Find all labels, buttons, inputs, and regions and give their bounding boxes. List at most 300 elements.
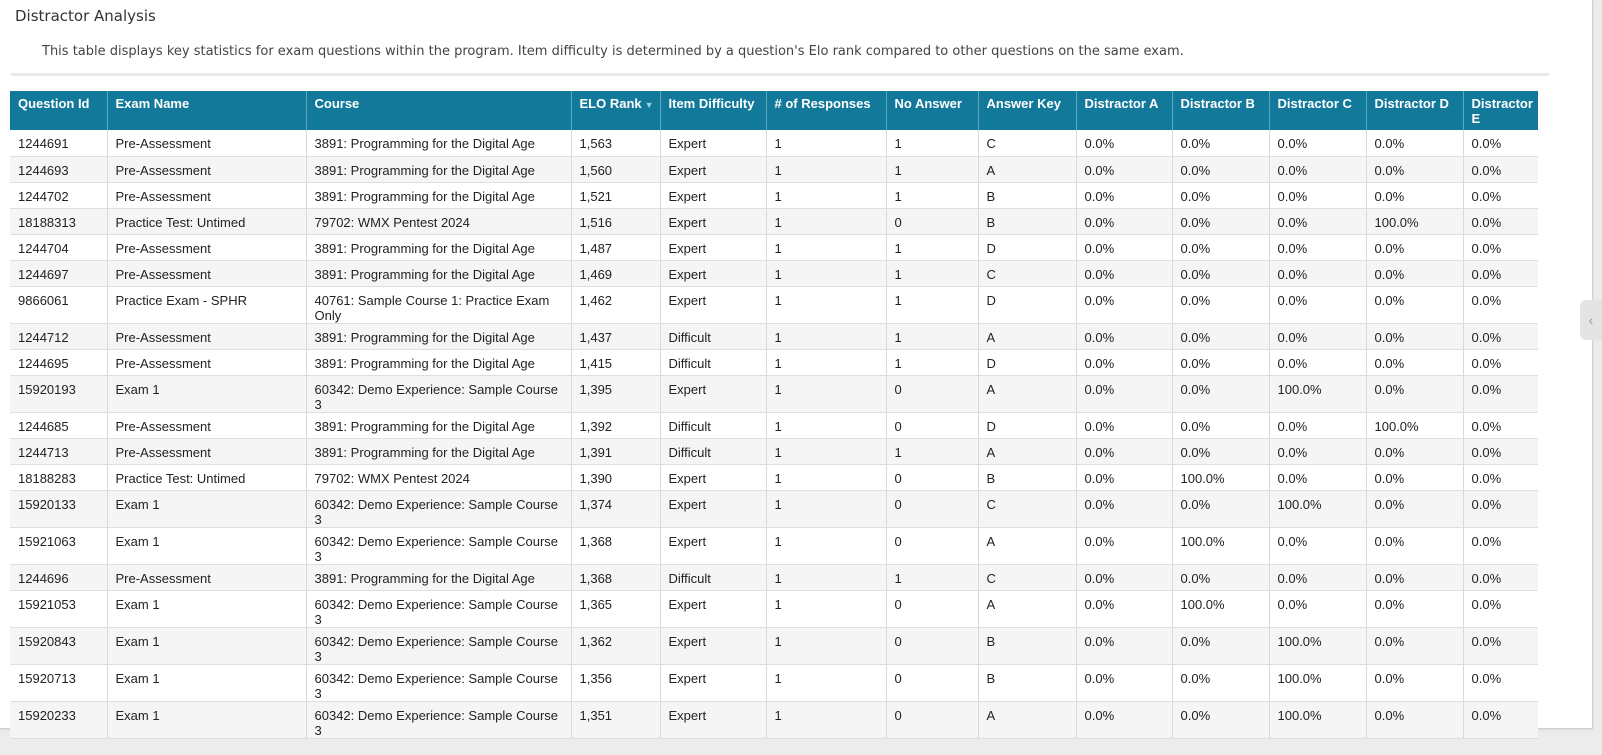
table-row[interactable] <box>10 130 1538 156</box>
table-row[interactable] <box>10 156 1538 182</box>
cell-distractor-e: 0.0% <box>1463 286 1538 323</box>
col-header-question-id[interactable]: Question Id <box>10 91 107 130</box>
cell-distractor-b: 0.0% <box>1172 375 1269 412</box>
cell-question-id: 1244704 <box>10 234 107 260</box>
sort-desc-icon: ▼ <box>644 100 654 110</box>
cell-distractor-a: 0.0% <box>1076 590 1172 627</box>
cell-elo-rank: 1,395 <box>571 375 660 412</box>
cell-distractor-d: 0.0% <box>1366 182 1463 208</box>
table-row[interactable] <box>10 182 1538 208</box>
cell-distractor-a: 0.0% <box>1076 234 1172 260</box>
cell-elo-rank: 1,368 <box>571 564 660 590</box>
cell-distractor-e: 0.0% <box>1463 208 1538 234</box>
cell-distractor-d: 0.0% <box>1366 438 1463 464</box>
col-header-distractor-a[interactable]: Distractor A <box>1076 91 1172 130</box>
cell-exam-name: Pre-Assessment <box>107 156 306 182</box>
col-header-elo-rank-label: ELO Rank <box>579 96 642 111</box>
cell-no-answer: 0 <box>886 375 978 412</box>
cell-distractor-b: 0.0% <box>1172 349 1269 375</box>
cell-responses: 1 <box>766 438 886 464</box>
cell-answer-key: D <box>978 349 1076 375</box>
cell-answer-key: C <box>978 260 1076 286</box>
cell-distractor-b: 0.0% <box>1172 701 1269 738</box>
cell-responses: 1 <box>766 412 886 438</box>
cell-distractor-d: 0.0% <box>1366 349 1463 375</box>
cell-no-answer: 1 <box>886 323 978 349</box>
cell-course: 60342: Demo Experience: Sample Course 3 <box>306 627 571 664</box>
cell-elo-rank: 1,362 <box>571 627 660 664</box>
cell-item-difficulty: Expert <box>660 464 766 490</box>
col-header-distractor-e[interactable]: Distractor E <box>1463 91 1538 130</box>
cell-distractor-c: 0.0% <box>1269 564 1366 590</box>
col-header-elo-rank[interactable] <box>571 91 660 130</box>
table-row[interactable] <box>10 323 1538 349</box>
cell-answer-key: C <box>978 490 1076 527</box>
cell-answer-key: D <box>978 234 1076 260</box>
cell-question-id: 1244695 <box>10 349 107 375</box>
cell-elo-rank: 1,365 <box>571 590 660 627</box>
cell-distractor-e: 0.0% <box>1463 438 1538 464</box>
cell-distractor-e: 0.0% <box>1463 564 1538 590</box>
cell-answer-key: A <box>978 438 1076 464</box>
cell-no-answer: 1 <box>886 234 978 260</box>
cell-no-answer: 0 <box>886 664 978 701</box>
cell-no-answer: 1 <box>886 349 978 375</box>
cell-answer-key: A <box>978 590 1076 627</box>
cell-responses: 1 <box>766 286 886 323</box>
cell-distractor-a: 0.0% <box>1076 490 1172 527</box>
cell-distractor-e: 0.0% <box>1463 527 1538 564</box>
cell-question-id: 15921053 <box>10 590 107 627</box>
cell-no-answer: 0 <box>886 464 978 490</box>
col-header-no-answer[interactable]: No Answer <box>886 91 978 130</box>
cell-item-difficulty: Difficult <box>660 412 766 438</box>
cell-course: 60342: Demo Experience: Sample Course 3 <box>306 701 571 738</box>
cell-responses: 1 <box>766 156 886 182</box>
cell-question-id: 1244697 <box>10 260 107 286</box>
cell-distractor-c: 100.0% <box>1269 627 1366 664</box>
cell-course: 79702: WMX Pentest 2024 <box>306 208 571 234</box>
side-panel-toggle[interactable] <box>1580 300 1602 340</box>
cell-question-id: 15920843 <box>10 627 107 664</box>
cell-question-id: 18188313 <box>10 208 107 234</box>
cell-distractor-e: 0.0% <box>1463 375 1538 412</box>
cell-distractor-b: 0.0% <box>1172 130 1269 156</box>
cell-distractor-a: 0.0% <box>1076 438 1172 464</box>
cell-distractor-a: 0.0% <box>1076 412 1172 438</box>
cell-exam-name: Practice Test: Untimed <box>107 208 306 234</box>
cell-course: 3891: Programming for the Digital Age <box>306 260 571 286</box>
cell-responses: 1 <box>766 590 886 627</box>
cell-item-difficulty: Expert <box>660 286 766 323</box>
cell-no-answer: 1 <box>886 564 978 590</box>
cell-answer-key: A <box>978 323 1076 349</box>
cell-question-id: 1244712 <box>10 323 107 349</box>
cell-question-id: 15920233 <box>10 701 107 738</box>
cell-responses: 1 <box>766 234 886 260</box>
table-row[interactable] <box>10 438 1538 464</box>
cell-distractor-d: 0.0% <box>1366 490 1463 527</box>
cell-responses: 1 <box>766 323 886 349</box>
cell-distractor-c: 0.0% <box>1269 234 1366 260</box>
panel-description: This table displays key statistics for exam questions within the program. Item difficulty is determined by a question's Elo rank compared to other questions on the same exam. <box>42 44 1184 59</box>
cell-distractor-b: 100.0% <box>1172 527 1269 564</box>
cell-no-answer: 0 <box>886 490 978 527</box>
cell-exam-name: Pre-Assessment <box>107 564 306 590</box>
table-body <box>10 130 1538 738</box>
cell-no-answer: 1 <box>886 182 978 208</box>
table-row[interactable] <box>10 349 1538 375</box>
cell-elo-rank: 1,374 <box>571 490 660 527</box>
cell-distractor-e: 0.0% <box>1463 182 1538 208</box>
cell-distractor-a: 0.0% <box>1076 182 1172 208</box>
cell-elo-rank: 1,462 <box>571 286 660 323</box>
cell-item-difficulty: Expert <box>660 527 766 564</box>
cell-distractor-c: 0.0% <box>1269 412 1366 438</box>
cell-question-id: 1244685 <box>10 412 107 438</box>
cell-distractor-a: 0.0% <box>1076 627 1172 664</box>
cell-distractor-b: 0.0% <box>1172 627 1269 664</box>
cell-answer-key: D <box>978 286 1076 323</box>
cell-exam-name: Pre-Assessment <box>107 260 306 286</box>
cell-question-id: 15921063 <box>10 527 107 564</box>
cell-item-difficulty: Expert <box>660 208 766 234</box>
cell-exam-name: Exam 1 <box>107 664 306 701</box>
cell-answer-key: B <box>978 208 1076 234</box>
cell-no-answer: 0 <box>886 701 978 738</box>
cell-distractor-c: 0.0% <box>1269 438 1366 464</box>
cell-answer-key: B <box>978 464 1076 490</box>
table-row[interactable] <box>10 464 1538 490</box>
cell-distractor-b: 0.0% <box>1172 208 1269 234</box>
cell-exam-name: Exam 1 <box>107 701 306 738</box>
cell-exam-name: Pre-Assessment <box>107 323 306 349</box>
cell-distractor-b: 0.0% <box>1172 438 1269 464</box>
col-header-distractor-b[interactable]: Distractor B <box>1172 91 1269 130</box>
cell-exam-name: Pre-Assessment <box>107 182 306 208</box>
cell-distractor-d: 0.0% <box>1366 286 1463 323</box>
table-row[interactable] <box>10 664 1538 701</box>
cell-no-answer: 1 <box>886 260 978 286</box>
cell-distractor-c: 0.0% <box>1269 156 1366 182</box>
cell-course: 3891: Programming for the Digital Age <box>306 156 571 182</box>
cell-distractor-b: 0.0% <box>1172 182 1269 208</box>
table-row[interactable] <box>10 564 1538 590</box>
cell-item-difficulty: Expert <box>660 590 766 627</box>
cell-question-id: 1244696 <box>10 564 107 590</box>
col-header-distractor-d[interactable]: Distractor D <box>1366 91 1463 130</box>
cell-distractor-d: 100.0% <box>1366 208 1463 234</box>
cell-distractor-e: 0.0% <box>1463 627 1538 664</box>
cell-no-answer: 1 <box>886 130 978 156</box>
cell-responses: 1 <box>766 564 886 590</box>
cell-elo-rank: 1,392 <box>571 412 660 438</box>
cell-distractor-d: 100.0% <box>1366 412 1463 438</box>
cell-course: 60342: Demo Experience: Sample Course 3 <box>306 527 571 564</box>
cell-distractor-a: 0.0% <box>1076 130 1172 156</box>
cell-exam-name: Pre-Assessment <box>107 234 306 260</box>
table-row[interactable] <box>10 375 1538 412</box>
cell-distractor-d: 0.0% <box>1366 627 1463 664</box>
distractor-table <box>10 91 1538 739</box>
table-row[interactable] <box>10 260 1538 286</box>
cell-responses: 1 <box>766 664 886 701</box>
cell-distractor-e: 0.0% <box>1463 130 1538 156</box>
cell-distractor-d: 0.0% <box>1366 590 1463 627</box>
cell-no-answer: 0 <box>886 412 978 438</box>
cell-no-answer: 0 <box>886 527 978 564</box>
cell-distractor-a: 0.0% <box>1076 701 1172 738</box>
chevron-left-icon: ‹ <box>1588 312 1594 328</box>
cell-answer-key: B <box>978 627 1076 664</box>
cell-item-difficulty: Difficult <box>660 438 766 464</box>
cell-course: 60342: Demo Experience: Sample Course 3 <box>306 590 571 627</box>
cell-responses: 1 <box>766 490 886 527</box>
cell-exam-name: Exam 1 <box>107 627 306 664</box>
cell-distractor-a: 0.0% <box>1076 260 1172 286</box>
cell-answer-key: B <box>978 664 1076 701</box>
cell-distractor-d: 0.0% <box>1366 527 1463 564</box>
cell-item-difficulty: Difficult <box>660 349 766 375</box>
cell-item-difficulty: Expert <box>660 701 766 738</box>
cell-distractor-c: 0.0% <box>1269 260 1366 286</box>
distractor-table-container[interactable] <box>10 91 1570 739</box>
cell-distractor-d: 0.0% <box>1366 375 1463 412</box>
cell-item-difficulty: Difficult <box>660 323 766 349</box>
cell-distractor-b: 100.0% <box>1172 590 1269 627</box>
cell-question-id: 1244713 <box>10 438 107 464</box>
cell-distractor-b: 100.0% <box>1172 464 1269 490</box>
cell-distractor-e: 0.0% <box>1463 464 1538 490</box>
cell-distractor-d: 0.0% <box>1366 701 1463 738</box>
cell-distractor-d: 0.0% <box>1366 564 1463 590</box>
cell-distractor-c: 0.0% <box>1269 323 1366 349</box>
cell-elo-rank: 1,563 <box>571 130 660 156</box>
cell-item-difficulty: Difficult <box>660 564 766 590</box>
cell-responses: 1 <box>766 182 886 208</box>
cell-distractor-e: 0.0% <box>1463 234 1538 260</box>
panel-title: Distractor Analysis <box>15 7 156 25</box>
cell-distractor-c: 0.0% <box>1269 349 1366 375</box>
cell-responses: 1 <box>766 464 886 490</box>
cell-distractor-a: 0.0% <box>1076 349 1172 375</box>
cell-course: 79702: WMX Pentest 2024 <box>306 464 571 490</box>
table-row[interactable] <box>10 412 1538 438</box>
cell-item-difficulty: Expert <box>660 490 766 527</box>
cell-distractor-b: 0.0% <box>1172 260 1269 286</box>
cell-no-answer: 0 <box>886 590 978 627</box>
cell-course: 3891: Programming for the Digital Age <box>306 323 571 349</box>
cell-exam-name: Pre-Assessment <box>107 412 306 438</box>
cell-elo-rank: 1,390 <box>571 464 660 490</box>
table-row[interactable] <box>10 234 1538 260</box>
cell-distractor-a: 0.0% <box>1076 464 1172 490</box>
cell-distractor-a: 0.0% <box>1076 564 1172 590</box>
cell-item-difficulty: Expert <box>660 260 766 286</box>
cell-distractor-c: 0.0% <box>1269 182 1366 208</box>
cell-course: 3891: Programming for the Digital Age <box>306 130 571 156</box>
cell-item-difficulty: Expert <box>660 664 766 701</box>
header-row <box>10 91 1538 130</box>
cell-distractor-a: 0.0% <box>1076 208 1172 234</box>
cell-responses: 1 <box>766 627 886 664</box>
cell-question-id: 1244702 <box>10 182 107 208</box>
cell-course: 40761: Sample Course 1: Practice Exam Only <box>306 286 571 323</box>
cell-distractor-c: 100.0% <box>1269 701 1366 738</box>
cell-elo-rank: 1,487 <box>571 234 660 260</box>
cell-elo-rank: 1,391 <box>571 438 660 464</box>
cell-exam-name: Exam 1 <box>107 590 306 627</box>
table-row[interactable] <box>10 590 1538 627</box>
col-header-answer-key[interactable]: Answer Key <box>978 91 1076 130</box>
cell-distractor-c: 0.0% <box>1269 130 1366 156</box>
col-header-responses[interactable]: # of Responses <box>766 91 886 130</box>
cell-course: 60342: Demo Experience: Sample Course 3 <box>306 375 571 412</box>
cell-distractor-e: 0.0% <box>1463 323 1538 349</box>
cell-responses: 1 <box>766 130 886 156</box>
cell-distractor-a: 0.0% <box>1076 527 1172 564</box>
cell-distractor-b: 0.0% <box>1172 323 1269 349</box>
cell-question-id: 18188283 <box>10 464 107 490</box>
cell-distractor-e: 0.0% <box>1463 664 1538 701</box>
cell-distractor-d: 0.0% <box>1366 156 1463 182</box>
cell-distractor-c: 100.0% <box>1269 664 1366 701</box>
cell-distractor-e: 0.0% <box>1463 260 1538 286</box>
cell-distractor-b: 0.0% <box>1172 490 1269 527</box>
cell-distractor-e: 0.0% <box>1463 490 1538 527</box>
cell-answer-key: C <box>978 564 1076 590</box>
cell-course: 3891: Programming for the Digital Age <box>306 234 571 260</box>
cell-responses: 1 <box>766 527 886 564</box>
cell-distractor-d: 0.0% <box>1366 234 1463 260</box>
cell-responses: 1 <box>766 349 886 375</box>
cell-exam-name: Pre-Assessment <box>107 349 306 375</box>
cell-distractor-e: 0.0% <box>1463 412 1538 438</box>
cell-distractor-c: 0.0% <box>1269 464 1366 490</box>
cell-no-answer: 0 <box>886 627 978 664</box>
cell-elo-rank: 1,516 <box>571 208 660 234</box>
cell-exam-name: Practice Test: Untimed <box>107 464 306 490</box>
cell-exam-name: Exam 1 <box>107 527 306 564</box>
cell-course: 60342: Demo Experience: Sample Course 3 <box>306 664 571 701</box>
cell-elo-rank: 1,415 <box>571 349 660 375</box>
cell-exam-name: Pre-Assessment <box>107 438 306 464</box>
table-row[interactable] <box>10 527 1538 564</box>
cell-elo-rank: 1,469 <box>571 260 660 286</box>
cell-elo-rank: 1,351 <box>571 701 660 738</box>
cell-responses: 1 <box>766 375 886 412</box>
table-row[interactable] <box>10 701 1538 738</box>
cell-question-id: 9866061 <box>10 286 107 323</box>
cell-elo-rank: 1,560 <box>571 156 660 182</box>
cell-question-id: 15920193 <box>10 375 107 412</box>
cell-course: 60342: Demo Experience: Sample Course 3 <box>306 490 571 527</box>
cell-answer-key: D <box>978 412 1076 438</box>
cell-distractor-d: 0.0% <box>1366 130 1463 156</box>
cell-item-difficulty: Expert <box>660 182 766 208</box>
cell-course: 3891: Programming for the Digital Age <box>306 349 571 375</box>
cell-answer-key: B <box>978 182 1076 208</box>
cell-distractor-d: 0.0% <box>1366 664 1463 701</box>
cell-item-difficulty: Expert <box>660 156 766 182</box>
cell-no-answer: 0 <box>886 208 978 234</box>
cell-answer-key: A <box>978 375 1076 412</box>
cell-distractor-e: 0.0% <box>1463 701 1538 738</box>
cell-distractor-b: 0.0% <box>1172 564 1269 590</box>
cell-responses: 1 <box>766 701 886 738</box>
cell-distractor-b: 0.0% <box>1172 664 1269 701</box>
cell-distractor-b: 0.0% <box>1172 234 1269 260</box>
cell-distractor-d: 0.0% <box>1366 260 1463 286</box>
cell-distractor-a: 0.0% <box>1076 664 1172 701</box>
cell-question-id: 15920133 <box>10 490 107 527</box>
table-row[interactable] <box>10 286 1538 323</box>
cell-distractor-e: 0.0% <box>1463 590 1538 627</box>
cell-distractor-c: 100.0% <box>1269 490 1366 527</box>
cell-question-id: 1244691 <box>10 130 107 156</box>
cell-distractor-c: 100.0% <box>1269 375 1366 412</box>
cell-no-answer: 1 <box>886 286 978 323</box>
table-row[interactable] <box>10 208 1538 234</box>
cell-exam-name: Exam 1 <box>107 490 306 527</box>
divider <box>11 73 1549 76</box>
cell-elo-rank: 1,437 <box>571 323 660 349</box>
cell-distractor-b: 0.0% <box>1172 286 1269 323</box>
cell-item-difficulty: Expert <box>660 627 766 664</box>
cell-distractor-c: 0.0% <box>1269 208 1366 234</box>
cell-distractor-d: 0.0% <box>1366 464 1463 490</box>
cell-no-answer: 1 <box>886 438 978 464</box>
col-header-distractor-c[interactable]: Distractor C <box>1269 91 1366 130</box>
cell-item-difficulty: Expert <box>660 375 766 412</box>
cell-responses: 1 <box>766 260 886 286</box>
cell-responses: 1 <box>766 208 886 234</box>
cell-answer-key: A <box>978 701 1076 738</box>
cell-item-difficulty: Expert <box>660 130 766 156</box>
cell-course: 3891: Programming for the Digital Age <box>306 412 571 438</box>
cell-course: 3891: Programming for the Digital Age <box>306 438 571 464</box>
cell-distractor-e: 0.0% <box>1463 349 1538 375</box>
cell-course: 3891: Programming for the Digital Age <box>306 182 571 208</box>
cell-elo-rank: 1,356 <box>571 664 660 701</box>
cell-distractor-a: 0.0% <box>1076 375 1172 412</box>
cell-distractor-c: 0.0% <box>1269 527 1366 564</box>
cell-elo-rank: 1,368 <box>571 527 660 564</box>
col-header-course[interactable]: Course <box>306 91 571 130</box>
cell-distractor-e: 0.0% <box>1463 156 1538 182</box>
cell-course: 3891: Programming for the Digital Age <box>306 564 571 590</box>
cell-exam-name: Exam 1 <box>107 375 306 412</box>
table-row[interactable] <box>10 490 1538 527</box>
cell-exam-name: Pre-Assessment <box>107 130 306 156</box>
cell-no-answer: 1 <box>886 156 978 182</box>
cell-distractor-b: 0.0% <box>1172 156 1269 182</box>
col-header-item-difficulty[interactable]: Item Difficulty <box>660 91 766 130</box>
cell-elo-rank: 1,521 <box>571 182 660 208</box>
cell-distractor-a: 0.0% <box>1076 156 1172 182</box>
col-header-exam-name[interactable]: Exam Name <box>107 91 306 130</box>
cell-distractor-b: 0.0% <box>1172 412 1269 438</box>
cell-answer-key: A <box>978 156 1076 182</box>
cell-answer-key: C <box>978 130 1076 156</box>
cell-distractor-c: 0.0% <box>1269 590 1366 627</box>
cell-item-difficulty: Expert <box>660 234 766 260</box>
cell-distractor-d: 0.0% <box>1366 323 1463 349</box>
cell-distractor-a: 0.0% <box>1076 323 1172 349</box>
cell-question-id: 1244693 <box>10 156 107 182</box>
cell-answer-key: A <box>978 527 1076 564</box>
table-row[interactable] <box>10 627 1538 664</box>
